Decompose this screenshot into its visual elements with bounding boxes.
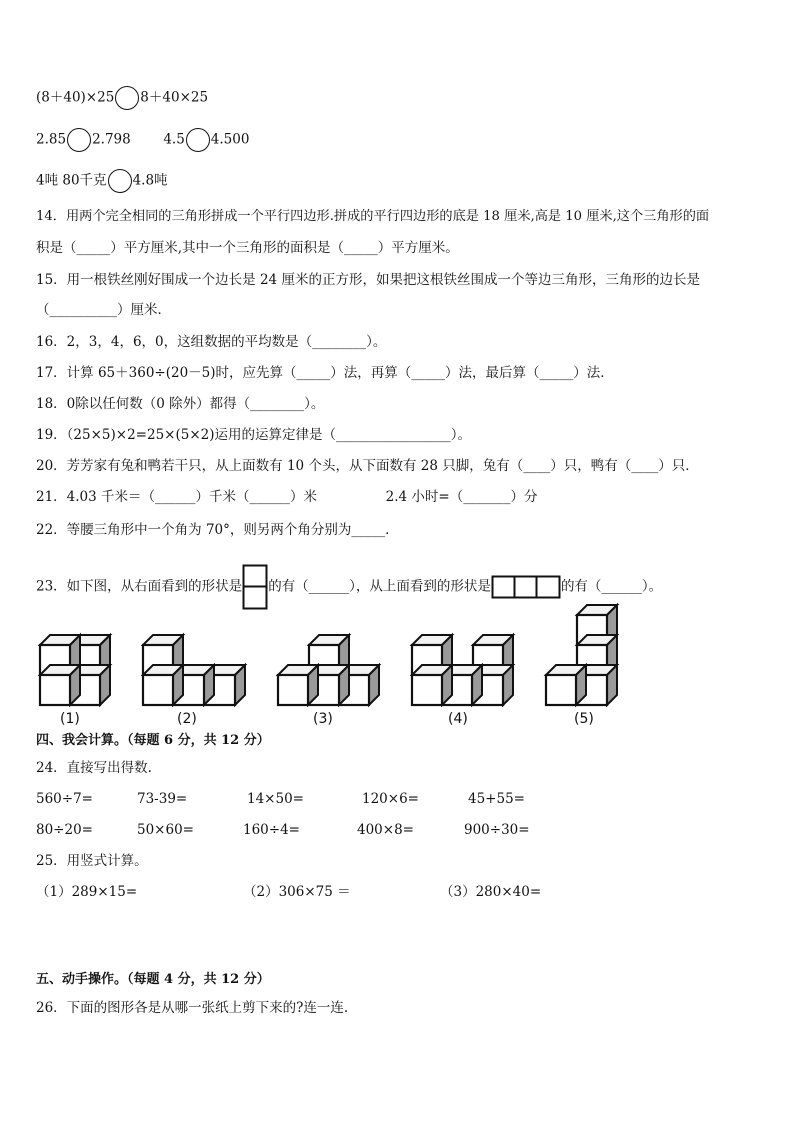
vertical-calc-row	[0, 882, 794, 902]
figure-4	[412, 635, 513, 705]
calc-item: 400×8=	[357, 822, 414, 838]
question-21	[36, 487, 537, 507]
section-4-title: 四、我会计算。（每题 6 分，共 12 分）	[36, 733, 270, 748]
question-21-part-a: 21．4.03 千米＝（______）千米（______）米	[36, 489, 318, 505]
compare-left: 4.5	[163, 131, 185, 148]
question-25: 25．用竖式计算。	[36, 853, 148, 869]
vertical-calc-item: （1）289×15=	[36, 884, 138, 900]
compare-row-3	[36, 169, 168, 193]
question-16: 16．2，3，4，6，0，这组数据的平均数是（________）。	[36, 334, 387, 350]
question-26: 26．下面的图形各是从哪一张纸上剪下来的?连一连.	[36, 1000, 349, 1016]
compare-left: (8＋40)×25	[36, 89, 115, 106]
compare-circle[interactable]	[108, 169, 132, 193]
top-view-shape-icon	[491, 575, 561, 599]
question-23-text-2: 的有（______），从上面看到的形状是	[268, 578, 491, 595]
question-20: 20．芳芳家有兔和鸭若干只，从上面数有 10 个头，从下面数有 28 只脚，兔有（____）只，鸭有（____）只．	[36, 458, 699, 474]
calc-item: 45+55=	[468, 791, 525, 807]
question-14-line1: 14．用两个完全相同的三角形拼成一个平行四边形.拼成的平行四边形的底是 18 厘米,高是 10 厘米,这个三角形的面	[36, 209, 710, 224]
question-21-part-b: 2.4 小时=（_______）分	[385, 489, 538, 505]
question-17: 17．计算 65＋360÷(20－5)时，应先算（_____）法，再算（_____）法，最后算（_____）法．	[36, 365, 614, 381]
vertical-calc-item: （3）280×40=	[440, 884, 542, 900]
figure-2	[143, 635, 245, 705]
compare-circle[interactable]	[67, 128, 91, 152]
calc-item: 900÷30=	[464, 822, 530, 838]
calc-row-2	[0, 820, 794, 840]
compare-right: 2.798	[92, 131, 131, 148]
compare-row-1	[36, 86, 208, 110]
calc-item: 80÷20=	[36, 822, 93, 838]
compare-row-2	[36, 128, 249, 152]
compare-circle[interactable]	[115, 86, 139, 110]
figure-5	[546, 605, 617, 705]
section-5-title: 五、动手操作。（每题 4 分，共 12 分）	[36, 972, 270, 987]
calc-item: 120×6=	[362, 791, 419, 807]
question-23-text-1: 23．如下图，从右面看到的形状是	[36, 578, 243, 595]
question-23-text-3: 的有（______）。	[560, 578, 663, 595]
calc-item: 73-39=	[137, 791, 188, 807]
cube-figures	[0, 600, 794, 710]
question-19: 19．（25×5)×2=25×(5×2)运用的运算定律是（_________________）。	[36, 427, 471, 443]
question-18: 18．0除以任何数（0 除外）都得（________）。	[36, 396, 325, 412]
figure-label: (3)	[313, 711, 333, 727]
question-15-line1: 15．用一根铁丝刚好围成一个边长是 24 厘米的正方形，如果把这根铁丝围成一个等边三角形，三角形的边长是	[36, 272, 700, 288]
calc-item: 560÷7=	[36, 791, 93, 807]
compare-left: 4吨 80千克	[36, 172, 107, 189]
compare-circle[interactable]	[186, 128, 210, 152]
figure-3	[278, 635, 379, 705]
question-22: 22．等腰三角形中一个角为 70°，则另两个角分别为_____．	[36, 522, 399, 538]
figure-label-row	[0, 711, 794, 731]
figure-label: (5)	[574, 711, 594, 727]
calc-row-1	[0, 789, 794, 809]
figure-1	[40, 635, 110, 705]
compare-right: 4.8吨	[132, 172, 168, 189]
calc-item: 160÷4=	[243, 822, 300, 838]
figure-label: (1)	[60, 711, 80, 727]
vertical-calc-item: （2）306×75 ＝	[243, 884, 351, 900]
compare-right: 8＋40×25	[140, 89, 209, 106]
compare-right: 4.500	[210, 131, 250, 148]
calc-item: 14×50=	[247, 791, 304, 807]
figure-label: (4)	[448, 711, 468, 727]
question-14-line2: 积是（_____）平方厘米,其中一个三角形的面积是（_____）平方厘米。	[36, 240, 459, 256]
calc-item: 50×60=	[137, 822, 194, 838]
question-15-line2: （__________）厘米．	[36, 302, 171, 318]
compare-left: 2.85	[36, 131, 67, 148]
question-24: 24．直接写出得数.	[36, 760, 152, 776]
figure-label: (2)	[177, 711, 197, 727]
